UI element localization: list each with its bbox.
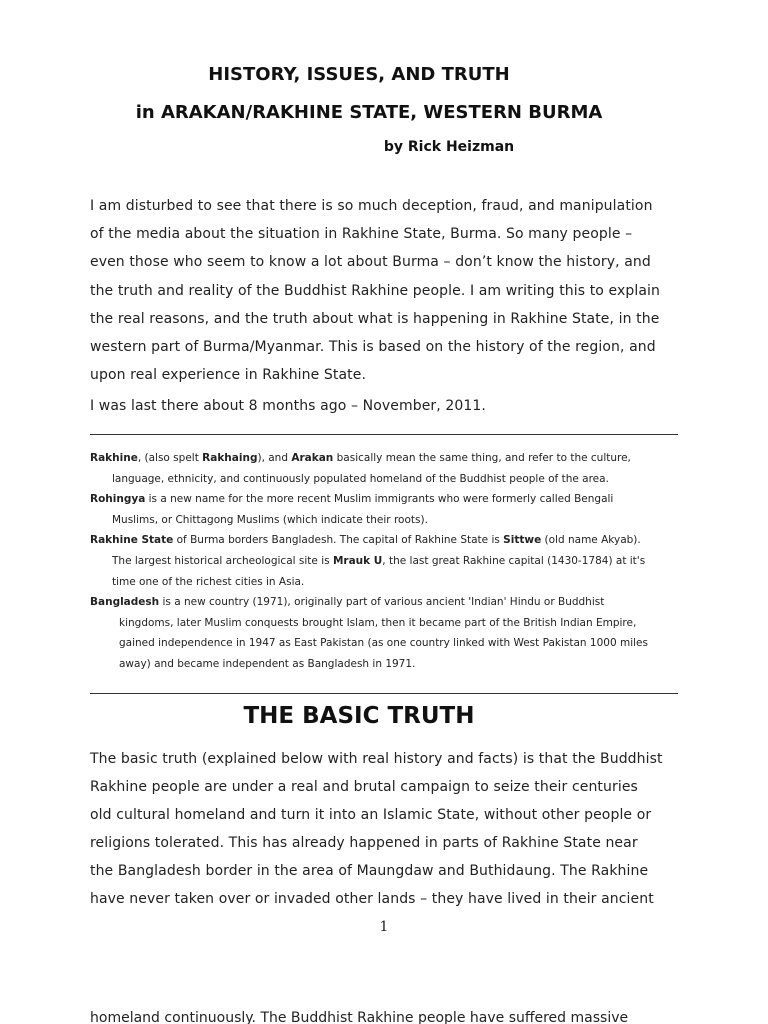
paragraph-line: Rakhine people are under a real and brutal campaign to seize their centuries bbox=[90, 779, 638, 795]
paragraph-line: homeland continuously. The Buddhist Rakhine people have suffered massive bbox=[90, 1011, 629, 1024]
last-visit-line: I was last there about 8 months ago – November, 2011. bbox=[90, 398, 486, 414]
paragraph-line: of the media about the situation in Rakhine State, Burma. So many people – bbox=[90, 226, 633, 243]
definition-line bbox=[90, 551, 680, 572]
definition-text: is a new name for the more recent Muslim immigrants who were formerly called Bengali bbox=[145, 493, 614, 506]
paragraph-line: the real reasons, and the truth about what is happening in Rakhine State, in the bbox=[90, 310, 660, 327]
definition-rohingya bbox=[90, 489, 680, 530]
paragraph-line: I am disturbed to see that there is so much deception, fraud, and manipulation bbox=[90, 198, 653, 214]
definition-rakhine-state bbox=[90, 530, 680, 592]
definition-line: gained independence in 1947 as East Pakistan (as one country linked with West Pakistan 1000 miles bbox=[119, 637, 648, 650]
page-break bbox=[0, 948, 768, 1008]
term-rohingya: Rohingya bbox=[90, 493, 146, 506]
term-bangladesh: Bangladesh bbox=[90, 596, 160, 609]
term-rakhine: Rakhine bbox=[90, 452, 138, 464]
document-title-line-2: in ARAKAN/RAKHINE STATE, WESTERN BURMA bbox=[135, 102, 603, 123]
intro-paragraph bbox=[90, 192, 690, 389]
term-rakhine-state: Rakhine State bbox=[90, 534, 174, 547]
paragraph-line: old cultural homeland and turn it into an Islamic State, without other people or bbox=[90, 807, 652, 823]
term-sittwe: Sittwe bbox=[503, 534, 542, 547]
definition-text: ), and bbox=[257, 452, 292, 464]
author-byline: by Rick Heizman bbox=[383, 139, 515, 155]
paragraph-line: The basic truth (explained below with real history and facts) is that the Buddhist bbox=[90, 751, 663, 767]
paragraph-line: have never taken over or invaded other lands – they have lived in their ancient bbox=[90, 891, 654, 907]
term-arakan: Arakan bbox=[291, 452, 334, 464]
definition-line bbox=[90, 592, 680, 613]
definition-line bbox=[90, 448, 680, 469]
term-rakhaing: Rakhaing bbox=[202, 452, 258, 464]
paragraph-line: western part of Burma/Myanmar. This is based on the history of the region, and bbox=[90, 339, 656, 356]
definitions-box bbox=[90, 448, 680, 675]
definition-line: Muslims, or Chittagong Muslims (which indicate their roots). bbox=[112, 513, 428, 526]
next-page-cutoff-text bbox=[90, 1011, 710, 1024]
definition-text: of Burma borders Bangladesh. The capital of Rakhine State is bbox=[173, 534, 504, 547]
horizontal-divider bbox=[90, 434, 678, 435]
document-title-line-1: HISTORY, ISSUES, AND TRUTH bbox=[208, 64, 510, 85]
definition-rakhine bbox=[90, 448, 680, 489]
paragraph-line: upon real experience in Rakhine State. bbox=[90, 367, 366, 384]
paragraph-line: even those who seem to know a lot about Burma – don’t know the history, and bbox=[90, 254, 651, 271]
paragraph-line: religions tolerated. This has already happened in parts of Rakhine State near bbox=[90, 835, 638, 851]
definition-text: , the last great Rakhine capital (1430-1784) at it's bbox=[382, 554, 646, 567]
horizontal-divider bbox=[90, 693, 678, 694]
definition-line bbox=[90, 530, 680, 551]
basic-truth-paragraph bbox=[90, 745, 690, 913]
definition-line: language, ethnicity, and continuously populated homeland of the Buddhist people of the area. bbox=[112, 472, 609, 485]
definition-bangladesh bbox=[90, 592, 680, 674]
paragraph-line: the Bangladesh border in the area of Maungdaw and Buthidaung. The Rakhine bbox=[90, 863, 649, 879]
paragraph-line: the truth and reality of the Buddhist Rakhine people. I am writing this to explain bbox=[90, 282, 660, 299]
definition-text: The largest historical archeological site is bbox=[112, 554, 333, 567]
definition-text: basically mean the same thing, and refer to the culture, bbox=[333, 452, 631, 464]
section-heading: THE BASIC TRUTH bbox=[243, 703, 475, 729]
definition-text: (old name Akyab). bbox=[541, 534, 641, 547]
definition-text: is a new country (1971), originally part of various ancient 'Indian' Hindu or Buddhist bbox=[159, 596, 605, 609]
definition-line: kingdoms, later Muslim conquests brought Islam, then it became part of the British Indian Empire, bbox=[119, 616, 637, 629]
definition-line: time one of the richest cities in Asia. bbox=[112, 575, 305, 588]
term-mrauk-u: Mrauk U bbox=[332, 554, 383, 567]
definition-line: away) and became independent as Bangladesh in 1971. bbox=[119, 657, 416, 670]
page-number: 1 bbox=[379, 919, 389, 935]
definition-text: , (also spelt bbox=[137, 452, 203, 464]
definition-line bbox=[90, 489, 680, 510]
